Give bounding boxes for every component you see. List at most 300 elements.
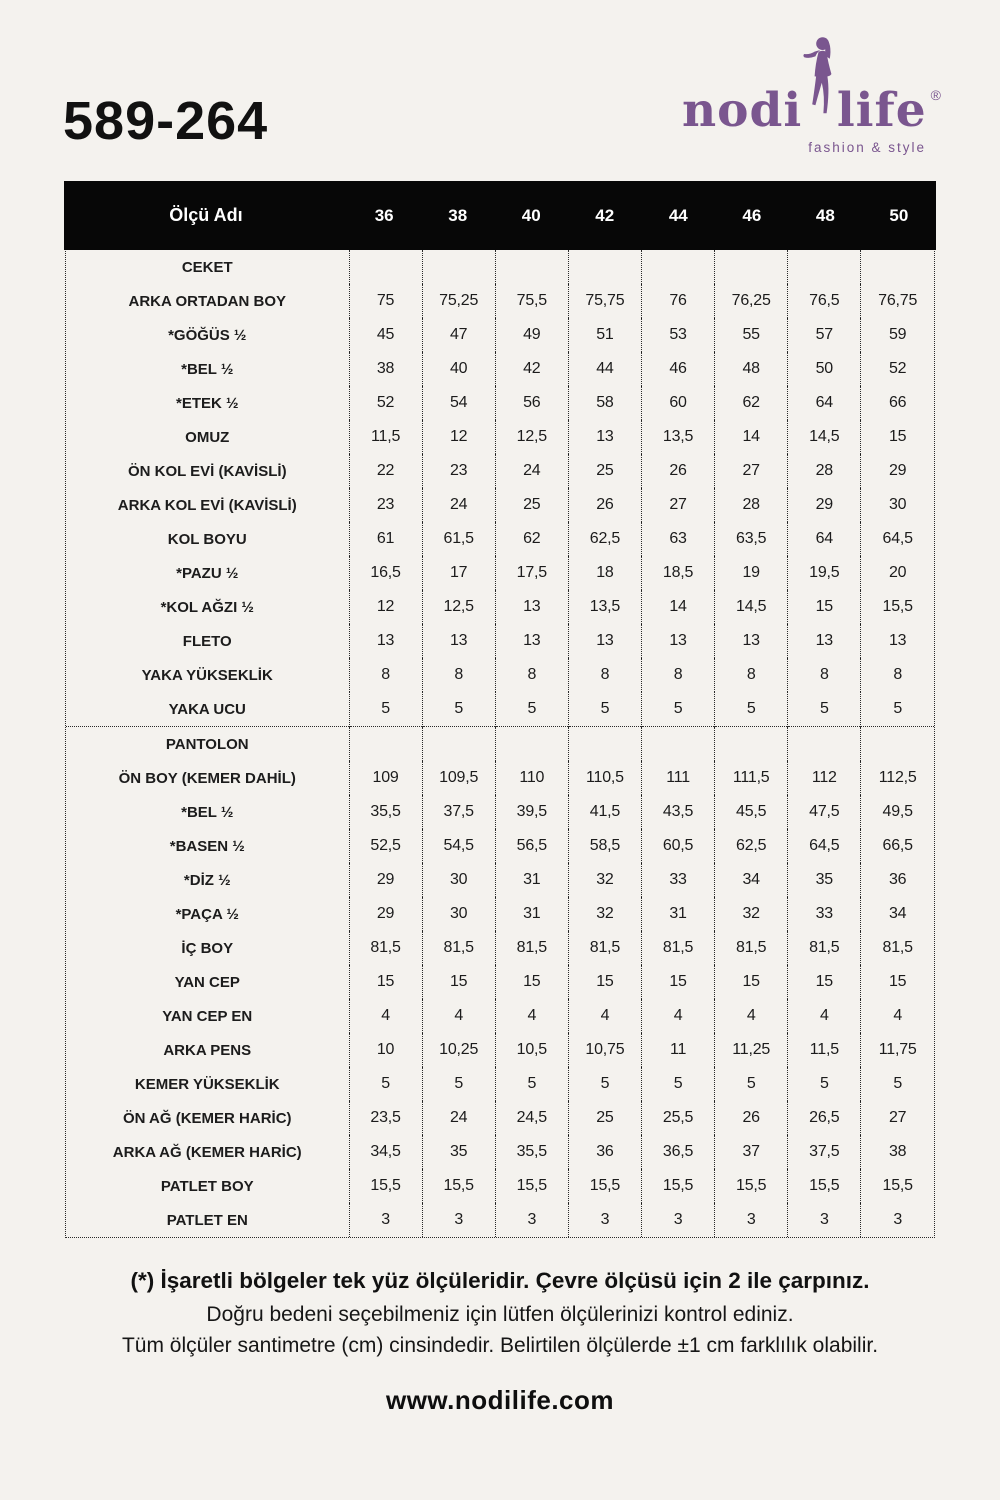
cell-value: 14,5: [788, 420, 861, 454]
cell-value: 13,5: [642, 420, 715, 454]
size-column-header: 42: [595, 205, 615, 225]
row-label: *KOL AĞZI ½: [160, 598, 254, 616]
cell-value: 15,5: [422, 1169, 495, 1203]
cell-value: 8: [642, 658, 715, 692]
cell-value: 4: [349, 999, 422, 1033]
cell-value: 38: [349, 352, 422, 386]
row-label: İÇ BOY: [181, 939, 234, 957]
table-row: [66, 590, 934, 624]
cell-value: 45: [349, 318, 422, 352]
cell-value: 15,5: [495, 1169, 568, 1203]
cell-value: 33: [788, 897, 861, 931]
cell-value: 35: [422, 1135, 495, 1169]
cell-value: 36: [568, 1135, 641, 1169]
cell-value: 5: [715, 692, 788, 727]
table-row: [66, 1067, 934, 1101]
section-title: PANTOLON: [66, 727, 349, 762]
cell-value: 4: [861, 999, 934, 1033]
cell-value: 81,5: [495, 931, 568, 965]
table-row: [66, 624, 934, 658]
cell-value: [495, 250, 568, 284]
cell-value: 22: [349, 454, 422, 488]
cell-value: 23: [422, 454, 495, 488]
row-label: YAKA UCU: [168, 700, 246, 718]
table-row: [66, 1135, 934, 1169]
size-chart-table: [65, 181, 935, 1238]
cell-value: 31: [495, 897, 568, 931]
section-title-row: [66, 727, 934, 762]
cell-value: 15,5: [861, 590, 934, 624]
cell-value: 13: [642, 624, 715, 658]
cell-value: 14,5: [715, 590, 788, 624]
cell-value: 13: [349, 624, 422, 658]
cell-value: 44: [568, 352, 641, 386]
cell-value: 30: [861, 488, 934, 522]
cell-value: 5: [422, 1067, 495, 1101]
cell-value: [861, 250, 934, 284]
row-label: YAKA YÜKSEKLİK: [141, 666, 273, 684]
size-column-header: 38: [448, 205, 468, 225]
measurement-notes: [0, 1268, 1000, 1365]
cell-value: 3: [422, 1203, 495, 1237]
table-row: [66, 386, 934, 420]
cell-value: 12: [349, 590, 422, 624]
cell-value: 3: [642, 1203, 715, 1237]
cell-value: 15: [788, 965, 861, 999]
cell-value: 5: [788, 1067, 861, 1101]
row-label: YAN CEP: [174, 973, 240, 991]
brand-name-left: nodi: [682, 83, 803, 138]
cell-value: 61,5: [422, 522, 495, 556]
cell-value: 8: [422, 658, 495, 692]
cell-value: 24: [495, 454, 568, 488]
cell-value: 15: [568, 965, 641, 999]
cell-value: [788, 727, 861, 762]
cell-value: 25: [495, 488, 568, 522]
cell-value: [349, 250, 422, 284]
cell-value: 39,5: [495, 795, 568, 829]
cell-value: 51: [568, 318, 641, 352]
cell-value: 34,5: [349, 1135, 422, 1169]
cell-value: 48: [715, 352, 788, 386]
brand-logo: [682, 76, 942, 155]
cell-value: 60,5: [642, 829, 715, 863]
note-cm-tolerance: Tüm ölçüler santimetre (cm) cinsindedir. Belirtilen ölçülerde ±1 cm farklılık olabilir.: [121, 1334, 879, 1357]
cell-value: 13: [495, 590, 568, 624]
cell-value: 81,5: [422, 931, 495, 965]
cell-value: 4: [495, 999, 568, 1033]
cell-value: 29: [349, 863, 422, 897]
row-label: *PAZU ½: [176, 564, 239, 582]
cell-value: 33: [642, 863, 715, 897]
cell-value: 15: [495, 965, 568, 999]
cell-value: [422, 250, 495, 284]
cell-value: 18,5: [642, 556, 715, 590]
website-url: www.nodilife.com: [385, 1385, 615, 1415]
cell-value: 50: [788, 352, 861, 386]
row-label: PATLET BOY: [160, 1177, 254, 1195]
cell-value: 64,5: [788, 829, 861, 863]
table-row: [66, 1101, 934, 1135]
cell-value: 5: [349, 1067, 422, 1101]
cell-value: 4: [715, 999, 788, 1033]
size-table-header-row: [64, 181, 935, 250]
cell-value: 3: [495, 1203, 568, 1237]
row-label: *BEL ½: [181, 360, 234, 378]
cell-value: 81,5: [568, 931, 641, 965]
cell-value: 10,25: [422, 1033, 495, 1067]
cell-value: 14: [642, 590, 715, 624]
cell-value: 109,5: [422, 761, 495, 795]
cell-value: 15,5: [788, 1169, 861, 1203]
cell-value: 13: [422, 624, 495, 658]
cell-value: 81,5: [349, 931, 422, 965]
brand-tagline: fashion & style: [808, 140, 926, 155]
cell-value: 62: [495, 522, 568, 556]
cell-value: 15,5: [861, 1169, 934, 1203]
cell-value: 17: [422, 556, 495, 590]
cell-value: 47: [422, 318, 495, 352]
cell-value: 5: [422, 692, 495, 727]
cell-value: 3: [788, 1203, 861, 1237]
cell-value: 110,5: [568, 761, 641, 795]
cell-value: 24: [422, 488, 495, 522]
cell-value: 27: [715, 454, 788, 488]
cell-value: 5: [788, 692, 861, 727]
cell-value: 35,5: [495, 1135, 568, 1169]
cell-value: 8: [861, 658, 934, 692]
cell-value: [349, 727, 422, 762]
cell-value: 15: [861, 965, 934, 999]
cell-value: 62: [715, 386, 788, 420]
row-label: YAN CEP EN: [162, 1007, 253, 1025]
cell-value: 49,5: [861, 795, 934, 829]
cell-value: 3: [568, 1203, 641, 1237]
size-column-header: 44: [668, 205, 688, 225]
cell-value: 52: [349, 386, 422, 420]
cell-value: 112,5: [861, 761, 934, 795]
cell-value: 10,5: [495, 1033, 568, 1067]
cell-value: 66,5: [861, 829, 934, 863]
size-column-header: 48: [815, 205, 835, 225]
cell-value: 20: [861, 556, 934, 590]
cell-value: 59: [861, 318, 934, 352]
cell-value: 24,5: [495, 1101, 568, 1135]
row-label: ÖN BOY (KEMER DAHİL): [118, 769, 296, 787]
cell-value: 75: [349, 284, 422, 318]
row-label: *GÖĞÜS ½: [168, 326, 247, 344]
cell-value: 5: [642, 1067, 715, 1101]
cell-value: 37,5: [788, 1135, 861, 1169]
cell-value: [495, 727, 568, 762]
cell-value: 58: [568, 386, 641, 420]
cell-value: [642, 727, 715, 762]
cell-value: 111,5: [715, 761, 788, 795]
cell-value: 63: [642, 522, 715, 556]
cell-value: 36,5: [642, 1135, 715, 1169]
cell-value: [715, 727, 788, 762]
brand-name-right: life: [836, 83, 927, 138]
cell-value: [642, 250, 715, 284]
cell-value: 10: [349, 1033, 422, 1067]
cell-value: 5: [861, 692, 934, 727]
cell-value: 52,5: [349, 829, 422, 863]
cell-value: 30: [422, 897, 495, 931]
cell-value: 3: [861, 1203, 934, 1237]
cell-value: 8: [495, 658, 568, 692]
cell-value: 5: [495, 692, 568, 727]
cell-value: 26,5: [788, 1101, 861, 1135]
table-row: [66, 999, 934, 1033]
cell-value: 28: [788, 454, 861, 488]
cell-value: 15: [861, 420, 934, 454]
size-column-header: 40: [521, 205, 541, 225]
cell-value: 112: [788, 761, 861, 795]
cell-value: 63,5: [715, 522, 788, 556]
row-label: *DİZ ½: [183, 871, 231, 889]
cell-value: 8: [788, 658, 861, 692]
section-title-row: [66, 250, 934, 284]
table-row: [66, 522, 934, 556]
cell-value: 16,5: [349, 556, 422, 590]
table-row: [66, 352, 934, 386]
cell-value: 32: [715, 897, 788, 931]
table-row: [66, 863, 934, 897]
size-table-header-label: Ölçü Adı: [169, 205, 243, 225]
row-label: ARKA PENS: [163, 1041, 252, 1059]
cell-value: 110: [495, 761, 568, 795]
cell-value: 76,5: [788, 284, 861, 318]
note-asterisk: (*) İşaretli bölgeler tek yüz ölçüleridir. Çevre ölçüsü için 2 ile çarpınız.: [130, 1268, 870, 1293]
cell-value: 26: [642, 454, 715, 488]
cell-value: 32: [568, 897, 641, 931]
cell-value: 5: [715, 1067, 788, 1101]
section-title: CEKET: [181, 258, 233, 276]
cell-value: 15,5: [715, 1169, 788, 1203]
size-table-body: [66, 250, 934, 1237]
cell-value: 4: [568, 999, 641, 1033]
cell-value: [788, 250, 861, 284]
cell-value: 15: [349, 965, 422, 999]
cell-value: 4: [422, 999, 495, 1033]
cell-value: 8: [349, 658, 422, 692]
note-check-measurements: Doğru bedeni seçebilmeniz için lütfen ölçülerinizi kontrol ediniz.: [206, 1303, 794, 1326]
cell-value: 36: [861, 863, 934, 897]
cell-value: 81,5: [715, 931, 788, 965]
table-row: [66, 454, 934, 488]
table-row: [66, 318, 934, 352]
cell-value: 81,5: [788, 931, 861, 965]
cell-value: 46: [642, 352, 715, 386]
row-label: ÖN AĞ (KEMER HARİC): [122, 1109, 292, 1127]
row-label: KOL BOYU: [167, 530, 247, 548]
cell-value: [568, 250, 641, 284]
cell-value: 25: [568, 1101, 641, 1135]
cell-value: 26: [715, 1101, 788, 1135]
cell-value: 37: [715, 1135, 788, 1169]
cell-value: [715, 250, 788, 284]
cell-value: 56,5: [495, 829, 568, 863]
cell-value: 13,5: [568, 590, 641, 624]
cell-value: 15: [422, 965, 495, 999]
cell-value: 31: [495, 863, 568, 897]
cell-value: 11,5: [349, 420, 422, 454]
cell-value: 15: [788, 590, 861, 624]
cell-value: 15,5: [642, 1169, 715, 1203]
cell-value: 40: [422, 352, 495, 386]
cell-value: 13: [788, 624, 861, 658]
cell-value: 13: [715, 624, 788, 658]
table-row: [66, 965, 934, 999]
cell-value: 75,75: [568, 284, 641, 318]
table-row: [66, 897, 934, 931]
cell-value: [422, 727, 495, 762]
cell-value: 76: [642, 284, 715, 318]
table-row: [66, 1203, 934, 1237]
table-row: [66, 420, 934, 454]
cell-value: 75,25: [422, 284, 495, 318]
cell-value: 27: [861, 1101, 934, 1135]
cell-value: 29: [861, 454, 934, 488]
row-label: *PAÇA ½: [175, 905, 239, 923]
cell-value: 11,5: [788, 1033, 861, 1067]
row-label: *ETEK ½: [175, 394, 239, 412]
table-row: [66, 692, 934, 727]
table-row: [66, 556, 934, 590]
woman-silhouette-icon: [803, 76, 836, 126]
cell-value: 66: [861, 386, 934, 420]
row-label: PATLET EN: [166, 1211, 248, 1229]
cell-value: 27: [642, 488, 715, 522]
cell-value: 19: [715, 556, 788, 590]
cell-value: 13: [861, 624, 934, 658]
size-column-header: 50: [889, 205, 909, 225]
cell-value: 52: [861, 352, 934, 386]
cell-value: 11,75: [861, 1033, 934, 1067]
cell-value: 64,5: [861, 522, 934, 556]
cell-value: 29: [349, 897, 422, 931]
cell-value: 19,5: [788, 556, 861, 590]
cell-value: 5: [349, 692, 422, 727]
cell-value: 8: [715, 658, 788, 692]
cell-value: 14: [715, 420, 788, 454]
table-row: [66, 658, 934, 692]
cell-value: 5: [568, 1067, 641, 1101]
cell-value: 5: [495, 1067, 568, 1101]
cell-value: 25: [568, 454, 641, 488]
cell-value: 3: [349, 1203, 422, 1237]
cell-value: 23,5: [349, 1101, 422, 1135]
cell-value: 11: [642, 1033, 715, 1067]
cell-value: 24: [422, 1101, 495, 1135]
cell-value: 26: [568, 488, 641, 522]
cell-value: 53: [642, 318, 715, 352]
cell-value: 5: [568, 692, 641, 727]
cell-value: 111: [642, 761, 715, 795]
table-row: [66, 931, 934, 965]
cell-value: 61: [349, 522, 422, 556]
cell-value: 25,5: [642, 1101, 715, 1135]
table-row: [66, 284, 934, 318]
cell-value: 23: [349, 488, 422, 522]
cell-value: 49: [495, 318, 568, 352]
cell-value: 54,5: [422, 829, 495, 863]
cell-value: 13: [495, 624, 568, 658]
cell-value: 64: [788, 386, 861, 420]
cell-value: 81,5: [642, 931, 715, 965]
cell-value: 81,5: [861, 931, 934, 965]
cell-value: 45,5: [715, 795, 788, 829]
cell-value: 28: [715, 488, 788, 522]
cell-value: 75,5: [495, 284, 568, 318]
cell-value: 43,5: [642, 795, 715, 829]
cell-value: 35,5: [349, 795, 422, 829]
cell-value: 5: [642, 692, 715, 727]
cell-value: 12,5: [422, 590, 495, 624]
cell-value: 8: [568, 658, 641, 692]
cell-value: 15,5: [349, 1169, 422, 1203]
cell-value: 4: [788, 999, 861, 1033]
cell-value: 38: [861, 1135, 934, 1169]
cell-value: 60: [642, 386, 715, 420]
row-label: *BEL ½: [181, 803, 234, 821]
cell-value: 12,5: [495, 420, 568, 454]
row-label: ÖN KOL EVİ (KAVİSLİ): [127, 462, 287, 480]
cell-value: 13: [568, 624, 641, 658]
cell-value: 54: [422, 386, 495, 420]
cell-value: 109: [349, 761, 422, 795]
row-label: KEMER YÜKSEKLİK: [134, 1075, 280, 1093]
cell-value: 35: [788, 863, 861, 897]
cell-value: 32: [568, 863, 641, 897]
cell-value: 76,75: [861, 284, 934, 318]
row-label: FLETO: [182, 632, 232, 650]
brand-logo-wordmark: [682, 76, 942, 138]
cell-value: 18: [568, 556, 641, 590]
cell-value: 31: [642, 897, 715, 931]
row-label: *BASEN ½: [169, 837, 245, 855]
cell-value: 47,5: [788, 795, 861, 829]
table-row: [66, 1033, 934, 1067]
cell-value: 62,5: [715, 829, 788, 863]
cell-value: 34: [715, 863, 788, 897]
cell-value: 13: [568, 420, 641, 454]
cell-value: 5: [861, 1067, 934, 1101]
cell-value: 56: [495, 386, 568, 420]
row-label: ARKA KOL EVİ (KAVİSLİ): [117, 496, 297, 514]
cell-value: 15: [642, 965, 715, 999]
cell-value: 55: [715, 318, 788, 352]
table-row: [66, 761, 934, 795]
cell-value: 76,25: [715, 284, 788, 318]
row-label: ARKA AĞ (KEMER HARİC): [112, 1143, 302, 1161]
cell-value: 62,5: [568, 522, 641, 556]
table-row: [66, 488, 934, 522]
row-label: ARKA ORTADAN BOY: [128, 292, 286, 310]
registered-mark: ®: [930, 87, 942, 103]
cell-value: 17,5: [495, 556, 568, 590]
cell-value: 10,75: [568, 1033, 641, 1067]
cell-value: 11,25: [715, 1033, 788, 1067]
table-row: [66, 829, 934, 863]
table-row: [66, 795, 934, 829]
cell-value: 42: [495, 352, 568, 386]
cell-value: 64: [788, 522, 861, 556]
cell-value: 4: [642, 999, 715, 1033]
cell-value: 57: [788, 318, 861, 352]
cell-value: 41,5: [568, 795, 641, 829]
cell-value: 12: [422, 420, 495, 454]
